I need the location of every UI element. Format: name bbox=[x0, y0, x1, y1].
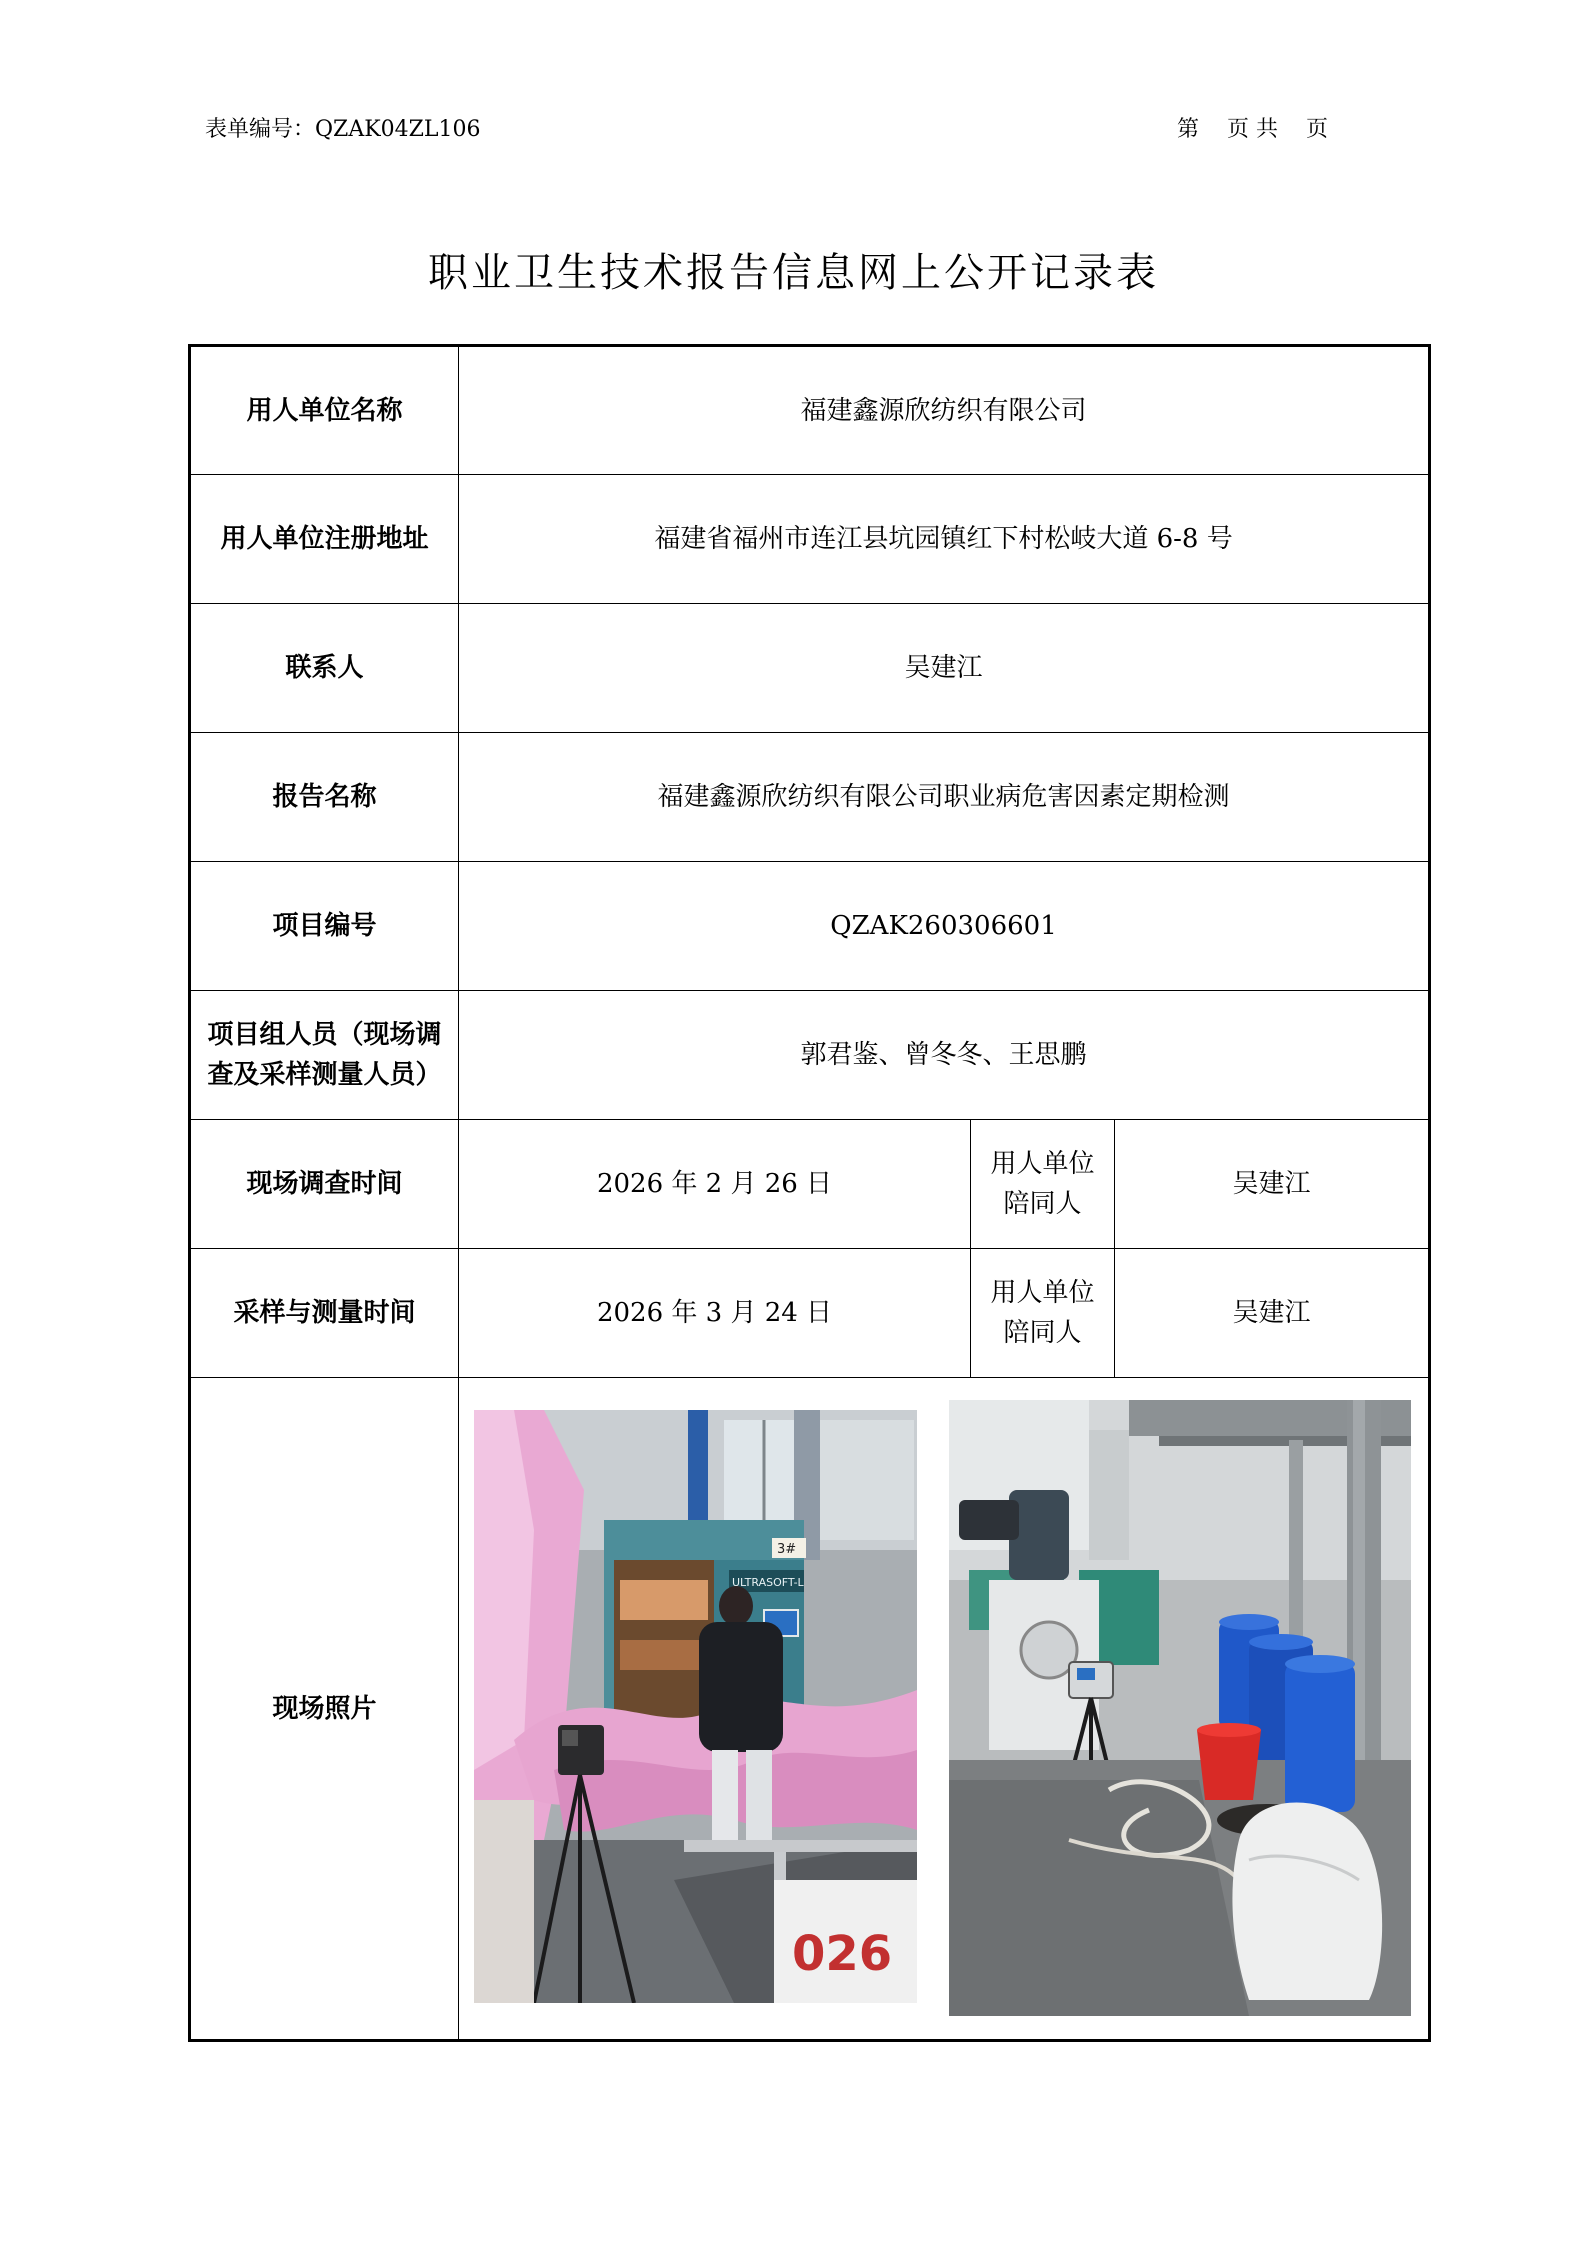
photos-cell bbox=[459, 1378, 1430, 2041]
row-sampling-time bbox=[190, 1249, 1430, 1378]
survey-time-label: 现场调查时间 bbox=[190, 1120, 459, 1249]
team-label-line2: 查及采样测量人员） bbox=[207, 1060, 442, 1090]
employer-name-value: 福建鑫源欣纺织有限公司 bbox=[459, 346, 1430, 475]
survey-companion-label-line2: 陪同人 bbox=[1003, 1189, 1082, 1219]
survey-companion-label bbox=[971, 1120, 1115, 1249]
employer-address-label: 用人单位注册地址 bbox=[190, 475, 459, 604]
row-contact bbox=[190, 604, 1430, 733]
site-photo-1 bbox=[474, 1410, 917, 2003]
page-title: 职业卫生技术报告信息网上公开记录表 bbox=[428, 250, 1159, 296]
employer-address-value: 福建省福州市连江县坑园镇红下村松岐大道 6-8 号 bbox=[459, 475, 1430, 604]
site-photo-2 bbox=[949, 1400, 1411, 2016]
team-label-line1: 项目组人员（现场调 bbox=[207, 1020, 442, 1050]
machine-number: 3# bbox=[777, 1542, 797, 1557]
sampling-time-value: 2026 年 3 月 24 日 bbox=[459, 1249, 971, 1378]
sampling-companion-label bbox=[971, 1249, 1115, 1378]
form-number: 表单编号：QZAK04ZL106 bbox=[205, 117, 481, 142]
floor-marking: 026 bbox=[792, 1926, 893, 1982]
row-project-no bbox=[190, 862, 1430, 991]
employer-name-label: 用人单位名称 bbox=[190, 346, 459, 475]
contact-value: 吴建江 bbox=[459, 604, 1430, 733]
photos-label: 现场照片 bbox=[190, 1378, 459, 2041]
row-survey-time bbox=[190, 1120, 1430, 1249]
project-no-label: 项目编号 bbox=[190, 862, 459, 991]
sampling-companion-value: 吴建江 bbox=[1115, 1249, 1430, 1378]
row-photos bbox=[190, 1378, 1430, 2041]
sampling-companion-label-line1: 用人单位 bbox=[990, 1278, 1095, 1308]
contact-label: 联系人 bbox=[190, 604, 459, 733]
survey-companion-value: 吴建江 bbox=[1115, 1120, 1430, 1249]
photos-container bbox=[459, 1378, 1428, 2039]
report-name-value: 福建鑫源欣纺织有限公司职业病危害因素定期检测 bbox=[459, 733, 1430, 862]
machine-label: ULTRASOFT-L bbox=[732, 1576, 804, 1589]
page-info: 第 页 共 页 bbox=[1177, 117, 1328, 142]
survey-time-value: 2026 年 2 月 26 日 bbox=[459, 1120, 971, 1249]
team-value: 郭君鉴、曾冬冬、王思鹏 bbox=[459, 991, 1430, 1120]
team-label bbox=[190, 991, 459, 1120]
project-no-value: QZAK260306601 bbox=[459, 862, 1430, 991]
survey-companion-label-line1: 用人单位 bbox=[990, 1149, 1095, 1179]
report-name-label: 报告名称 bbox=[190, 733, 459, 862]
sampling-time-label: 采样与测量时间 bbox=[190, 1249, 459, 1378]
row-employer-name bbox=[190, 346, 1430, 475]
row-team bbox=[190, 991, 1430, 1120]
row-employer-address bbox=[190, 475, 1430, 604]
row-report-name bbox=[190, 733, 1430, 862]
sampling-companion-label-line2: 陪同人 bbox=[1003, 1318, 1082, 1348]
record-table bbox=[188, 344, 1431, 2042]
